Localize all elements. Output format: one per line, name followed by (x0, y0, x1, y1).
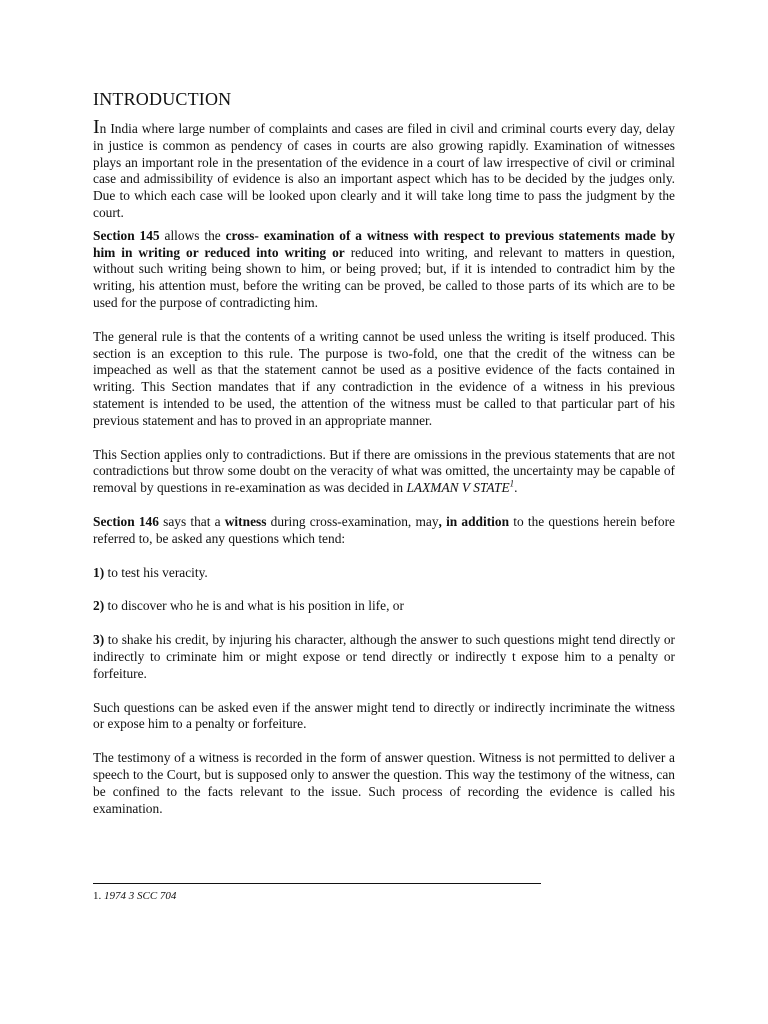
list-item (93, 632, 675, 682)
section-146-label: Section 146 (93, 513, 159, 529)
list-item-number: 1) (93, 564, 105, 580)
testimony-paragraph: The testimony of a witness is recorded in the form of answer question. Witness is not permitted to deliver a speech to the Court, but is supposed only to answer the question. This way the testimony of the witness, can be confined to the facts relevant to the issue. Such process of recording the evidence is called his examination. (93, 750, 675, 816)
list-item-text: to shake his credit, by injuring his character, although the answer to such questions might tend directly or indirectly to criminate him or might expose or tend directly or indirectly t expose him to a penalty or forfeiture. (93, 632, 675, 681)
section-145-text: reduced into writing, and relevant to matters in question, without such writing being shown to him, or being proved; but, if it is intended to contradict him by the writing, his attention must, before the writing can be proved, be called to those parts of its which are to be used for the purpose of contradicting him. (93, 244, 675, 310)
footnote-divider (93, 883, 541, 884)
document-body (93, 88, 675, 817)
witness-term: witness (224, 513, 267, 529)
section-145-bold-text: cross- examination of a witness with respect to previous statements made by him in writing or reduced into writing or (93, 227, 675, 260)
intro-text: n India where large number of complaints and cases are filed in civil and criminal courts every day, delay in justice is common as pendency of cases in courts are also growing rapidly. Examination of witnesses plays an important role in the presentation of the evidence in a court of law irrespective of civil or criminal case and admissibility of evidence is also an important aspect which has to be decided by the judges only. Due to which each case will be looked upon clearly and it will take long time to pass the judgment by the court. (93, 121, 675, 220)
section-145-label: Section 145 (93, 227, 160, 243)
list-item-text: to test his veracity. (104, 564, 208, 580)
list-item (93, 565, 675, 582)
list-item-text: to discover who he is and what is his position in life, or (104, 598, 404, 614)
list-item-number: 3) (93, 632, 105, 648)
intro-paragraph (93, 116, 675, 222)
footnote-reference: 1 (509, 478, 515, 489)
list-item (93, 598, 675, 615)
section-heading: INTRODUCTION (93, 89, 232, 109)
footnote (93, 889, 176, 903)
case-citation: LAXMAN V STATE (406, 480, 510, 496)
section-146-text-e: to the questions herein before referred to, be asked any questions which tend: (93, 513, 676, 546)
footnote-number: 1. (93, 890, 102, 902)
list-item-number: 2) (93, 598, 105, 614)
section-146-paragraph (93, 514, 675, 548)
section-145-connector: allows the (159, 227, 226, 243)
section-146-text-c: during cross-examination, may (266, 513, 439, 529)
contradictions-paragraph (93, 447, 675, 497)
contradictions-text: This Section applies only to contradictions. But if there are omissions in the previous statements that are not contradictions but throw some doubt on the veracity of what was omitted, the uncertainty may be capable of removal by questions in re-examination as was decided in (93, 446, 675, 496)
drop-cap: I (93, 116, 100, 138)
footnote-text: 1974 3 SCC 704 (104, 890, 177, 902)
contradictions-end: . (514, 480, 518, 496)
in-addition-term: , in addition (438, 513, 510, 529)
section-145-paragraph (93, 228, 675, 312)
general-rule-paragraph: The general rule is that the contents of a writing cannot be used unless the writing is itself produced. This section is an exception to this rule. The purpose is two-fold, one that the credit of the witness can be impeached as well as that the statement cannot be used as a positive evidence of the facts contained in writing. This Section mandates that if any contradiction in the evidence of a witness in his previous statement is intended to be used, the attention of the witness must be called to that particular part of his previous statement and has to proved in an appropriate manner. (93, 328, 675, 428)
section-146-text-a: says that a (158, 513, 225, 529)
incrimination-paragraph: Such questions can be asked even if the answer might tend to directly or indirectly incriminate the witness or expose him to a penalty or forfeiture. (93, 699, 675, 732)
